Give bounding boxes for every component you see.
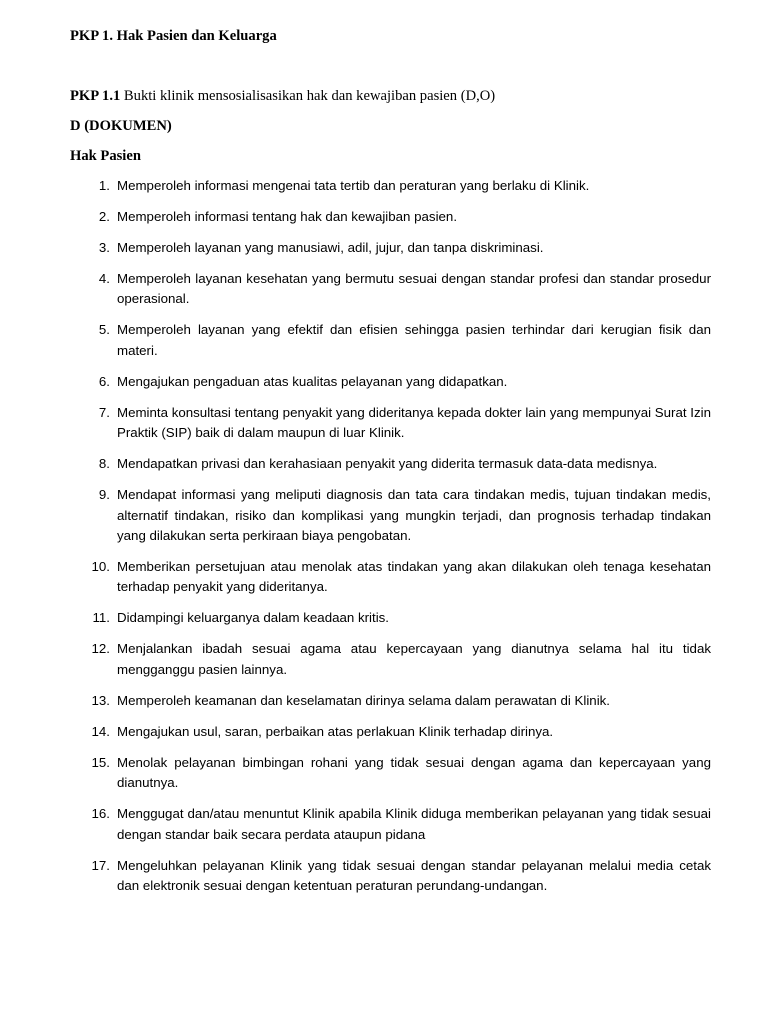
list-item bbox=[0, 856, 711, 897]
list-item bbox=[0, 639, 711, 680]
list-item-number: 15. bbox=[91, 754, 110, 770]
section-heading-hak-pasien: Hak Pasien bbox=[70, 148, 141, 164]
list-item bbox=[0, 804, 711, 845]
pkp-code: PKP 1.1 bbox=[70, 88, 121, 104]
list-item-number: 1. bbox=[98, 178, 110, 193]
list-item-text: Menolak pelayanan bimbingan rohani yang tidak sesuai dengan agama dan kepercayaan yang dianutnya. bbox=[117, 754, 711, 791]
list-item-text: Menjalankan ibadah sesuai agama atau kepercayaan yang dianutnya selama hal itu tidak mengganggu pasien lainnya. bbox=[117, 641, 711, 677]
list-item-text: Memperoleh informasi tentang hak dan kewajiban pasien. bbox=[117, 209, 458, 224]
list-item-text: Memperoleh informasi mengenai tata tertib dan peraturan yang berlaku di Klinik. bbox=[117, 178, 590, 193]
list-item-number: 8. bbox=[98, 456, 110, 472]
list-item-text: Didampingi keluarganya dalam keadaan kritis. bbox=[117, 610, 389, 626]
list-item-text: Menggugat dan/atau menuntut Klinik apabila Klinik diduga memberikan pelayanan yang tidak sesuai dengan standar baik secara perdata ataupun pidana bbox=[117, 806, 711, 842]
list-item-number: 11. bbox=[92, 610, 110, 626]
list-item bbox=[0, 176, 711, 196]
list-item bbox=[0, 207, 711, 227]
list-item-number: 16. bbox=[91, 806, 110, 822]
list-item-text: Mengajukan usul, saran, perbaikan atas perlakuan Klinik terhadap dirinya. bbox=[117, 723, 554, 739]
section-heading-dokumen: D (DOKUMEN) bbox=[70, 118, 172, 134]
list-item-number: 9. bbox=[98, 487, 110, 503]
list-item-text: Memperoleh layanan kesehatan yang bermutu sesuai dengan standar profesi dan standar prosedur operasional. bbox=[117, 271, 711, 307]
list-item bbox=[0, 372, 711, 392]
list-item-text: Memberikan persetujuan atau menolak atas tindakan yang akan dilakukan oleh tenaga kesehatan terhadap penyakit yang dideritanya. bbox=[117, 559, 711, 595]
list-item bbox=[0, 320, 711, 361]
pkp-requirement bbox=[70, 87, 495, 105]
document-title: PKP 1. Hak Pasien dan Keluarga bbox=[70, 28, 277, 44]
list-item-text: Mengeluhkan pelayanan Klinik yang tidak sesuai dengan standar pelayanan melalui media cetak dan elektronik sesuai dengan ketentuan peraturan perundang-undangan. bbox=[117, 857, 711, 894]
list-item-text: Mengajukan pengaduan atas kualitas pelayanan yang didapatkan. bbox=[117, 373, 508, 389]
list-item-number: 13. bbox=[91, 692, 110, 708]
list-item-number: 4. bbox=[98, 271, 110, 286]
list-item-text: Memperoleh layanan yang manusiawi, adil, jujur, dan tanpa diskriminasi. bbox=[117, 240, 544, 255]
list-item-number: 2. bbox=[98, 209, 110, 224]
list-item-number: 10. bbox=[91, 559, 110, 575]
list-item bbox=[0, 753, 711, 794]
list-item bbox=[0, 608, 711, 628]
list-item bbox=[0, 269, 711, 310]
list-item bbox=[0, 403, 711, 444]
list-item-text: Memperoleh keamanan dan keselamatan dirinya selama dalam perawatan di Klinik. bbox=[117, 692, 610, 708]
list-item bbox=[0, 557, 711, 598]
list-item-number: 3. bbox=[98, 240, 110, 255]
list-item-text: Mendapatkan privasi dan kerahasiaan penyakit yang diderita termasuk data-data medisnya. bbox=[117, 456, 658, 472]
pkp-description: Bukti klinik mensosialisasikan hak dan kewajiban pasien (D,O) bbox=[120, 88, 496, 104]
list-item bbox=[0, 722, 711, 742]
list-item-number: 5. bbox=[98, 322, 110, 338]
list-item-text: Meminta konsultasi tentang penyakit yang dideritanya kepada dokter lain yang mempunyai Surat Izin Praktik (SIP) baik di dalam maupun di luar Klinik. bbox=[117, 404, 711, 441]
list-item-number: 6. bbox=[98, 373, 110, 389]
list-item bbox=[0, 691, 711, 711]
list-item-text: Mendapat informasi yang meliputi diagnosis dan tata cara tindakan medis, tujuan tindakan medis, alternatif tindakan, risiko dan komplikasi yang mungkin terjadi, dan prognosis terhadap tindakan yang dilakukan serta perkiraan biaya pengobatan. bbox=[117, 487, 711, 544]
list-item-number: 12. bbox=[91, 641, 110, 657]
list-item bbox=[0, 454, 711, 474]
list-item-text: Memperoleh layanan yang efektif dan efisien sehingga pasien terhindar dari kerugian fisik dan materi. bbox=[117, 322, 711, 358]
list-item-number: 17. bbox=[91, 857, 110, 873]
list-item-number: 14. bbox=[91, 723, 110, 739]
patient-rights-list bbox=[0, 176, 768, 907]
list-item bbox=[0, 485, 711, 546]
list-item bbox=[0, 238, 711, 258]
list-item-number: 7. bbox=[98, 404, 110, 420]
